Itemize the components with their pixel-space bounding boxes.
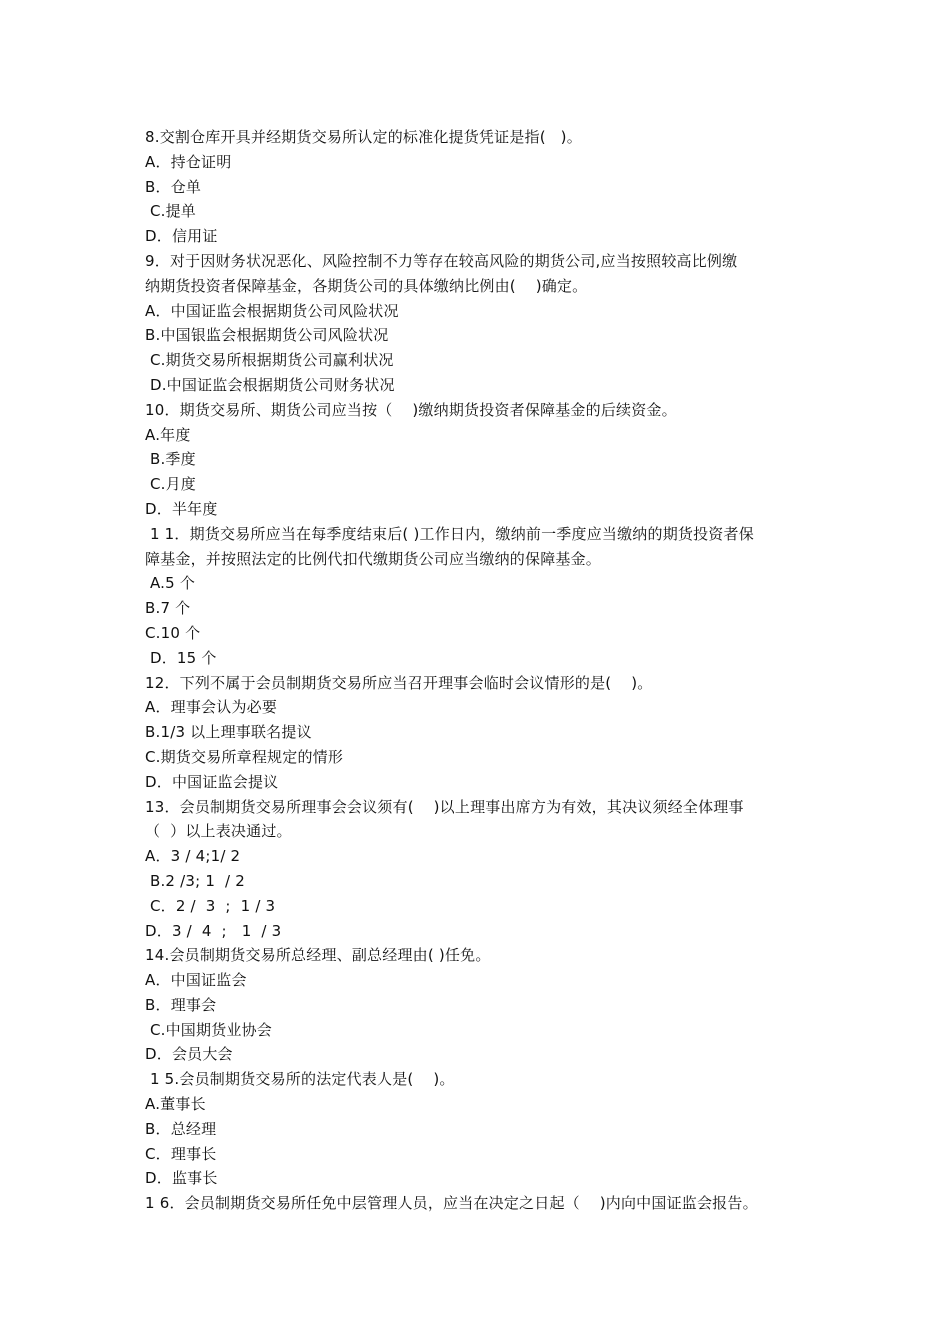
question-11-option-c: C.10 个 bbox=[145, 623, 201, 642]
question-13-stem-line-1: 13．会员制期货交易所理事会会议须有( )以上理事出席方为有效，其决议须经全体理事 bbox=[145, 797, 744, 816]
question-14-option-a: A．中国证监会 bbox=[145, 971, 247, 990]
question-9-option-c: C.期货交易所根据期货公司赢利状况 bbox=[145, 351, 394, 370]
question-15-option-d: D．监事长 bbox=[145, 1169, 218, 1188]
question-8-option-c: C.提单 bbox=[145, 202, 197, 221]
question-10-option-b: B.季度 bbox=[145, 450, 196, 469]
question-8-option-a: A．持仓证明 bbox=[145, 152, 232, 171]
question-9-stem-line-1: 9．对于因财务状况恶化、风险控制不力等存在较高风险的期货公司,应当按照较高比例缴 bbox=[145, 251, 738, 270]
question-15-option-b: B．总经理 bbox=[145, 1119, 217, 1138]
question-9-stem-line-2: 纳期货投资者保障基金，各期货公司的具体缴纳比例由( )确定。 bbox=[145, 276, 588, 295]
question-13-option-a: A．3 / 4;1/ 2 bbox=[145, 847, 241, 866]
question-12-option-b: B.1/3 以上理事联名提议 bbox=[145, 723, 312, 742]
question-14-stem: 14.会员制期货交易所总经理、副总经理由( )任免。 bbox=[145, 946, 491, 965]
question-14-option-d: D．会员大会 bbox=[145, 1045, 233, 1064]
question-15-option-c: C．理事长 bbox=[145, 1144, 217, 1163]
question-9-option-a: A．中国证监会根据期货公司风险状况 bbox=[145, 301, 399, 320]
question-15-option-a: A.董事长 bbox=[145, 1095, 206, 1114]
question-14-option-b: B．理事会 bbox=[145, 995, 217, 1014]
question-11-stem-line-1: 1 1．期货交易所应当在每季度结束后( )工作日内，缴纳前一季度应当缴纳的期货投资者保 bbox=[145, 524, 754, 543]
question-13-option-b: B.2 /3; 1 / 2 bbox=[145, 871, 246, 890]
question-12-option-d: D．中国证监会提议 bbox=[145, 772, 279, 791]
question-11-option-d: D．15 个 bbox=[145, 648, 217, 667]
question-11-option-a: A.5 个 bbox=[145, 574, 196, 593]
question-12-stem: 12．下列不属于会员制期货交易所应当召开理事会临时会议情形的是( )。 bbox=[145, 673, 653, 692]
question-14-option-c: C.中国期货业协会 bbox=[145, 1020, 273, 1039]
question-10-option-d: D．半年度 bbox=[145, 499, 218, 518]
question-list bbox=[145, 125, 815, 1216]
question-15-stem: 1 5.会员制期货交易所的法定代表人是( )。 bbox=[145, 1070, 455, 1089]
question-10-option-c: C.月度 bbox=[145, 475, 197, 494]
question-11-option-b: B.7 个 bbox=[145, 599, 191, 618]
question-10-option-a: A.年度 bbox=[145, 425, 191, 444]
question-8-stem: 8.交割仓库开具并经期货交易所认定的标准化提货凭证是指( )。 bbox=[145, 128, 582, 146]
question-12-option-c: C.期货交易所章程规定的情形 bbox=[145, 747, 344, 766]
question-11-stem-line-2: 障基金，并按照法定的比例代扣代缴期货公司应当缴纳的保障基金。 bbox=[145, 549, 602, 568]
question-8-option-b: B．仓单 bbox=[145, 177, 202, 196]
question-13-stem-line-2: （ ）以上表决通过。 bbox=[145, 822, 292, 841]
question-12-option-a: A．理事会认为必要 bbox=[145, 698, 278, 717]
question-13-option-c: C．2 / 3 ; 1 / 3 bbox=[145, 896, 276, 915]
question-16-stem: 1 6．会员制期货交易所任免中层管理人员，应当在决定之日起（ )内向中国证监会报告。 bbox=[145, 1194, 758, 1213]
question-13-option-d: D．3 / 4 ; 1 / 3 bbox=[145, 921, 282, 940]
question-10-stem: 10．期货交易所、期货公司应当按（ )缴纳期货投资者保障基金的后续资金。 bbox=[145, 400, 677, 419]
question-9-option-d: D.中国证监会根据期货公司财务状况 bbox=[145, 375, 395, 394]
question-9-option-b: B.中国银监会根据期货公司风险状况 bbox=[145, 326, 389, 345]
question-8-option-d: D．信用证 bbox=[145, 227, 218, 246]
